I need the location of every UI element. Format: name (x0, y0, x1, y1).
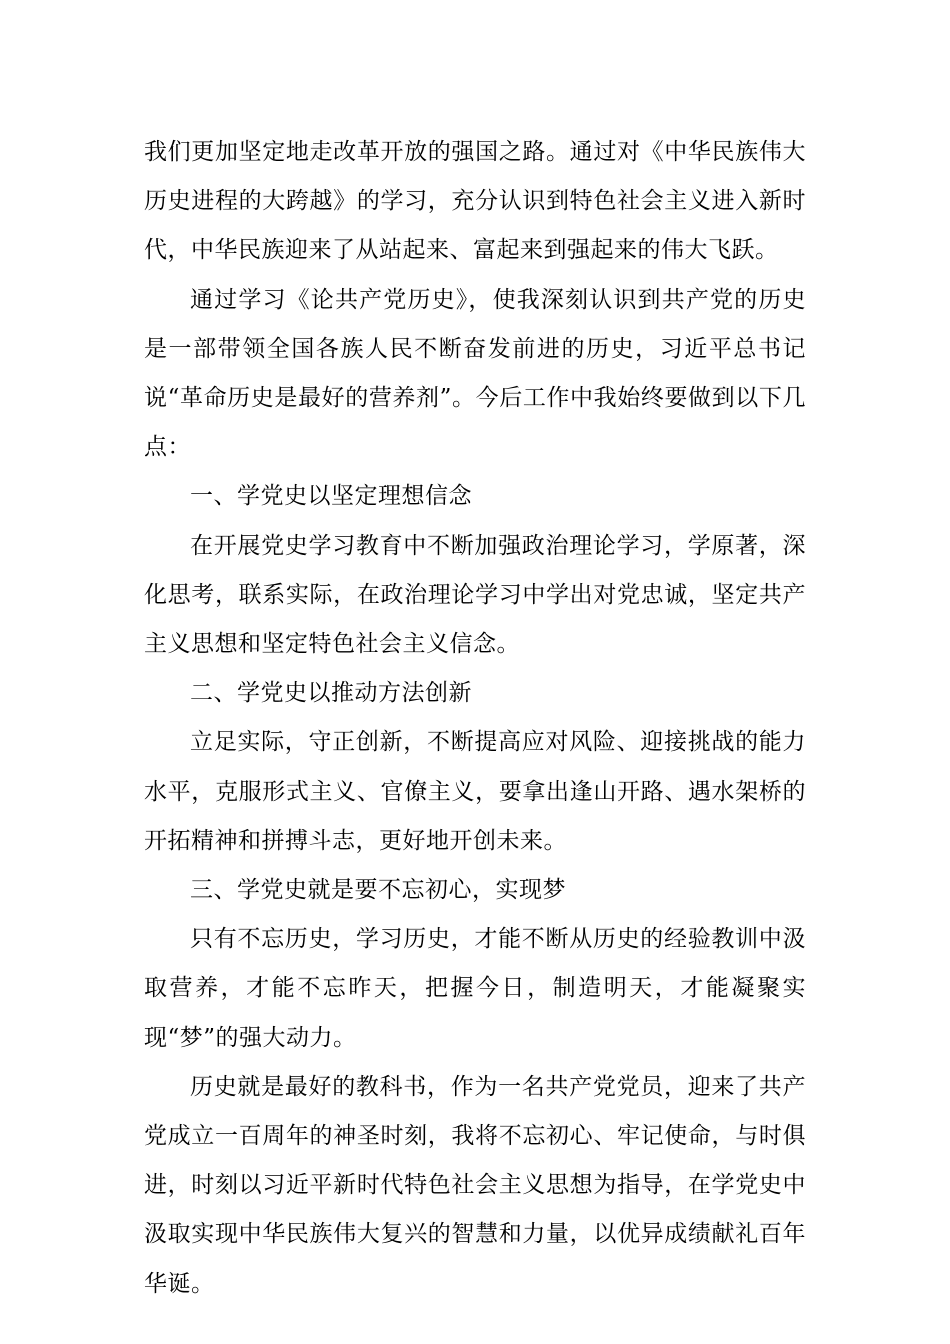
paragraph-5: 只有不忘历史，学习历史，才能不断从历史的经验教训中汲取营养，才能不忘昨天，把握今日，制造明天，才能凝聚实现“梦”的强大动力。 (144, 926, 806, 1051)
paragraph-1: 我们更加坚定地走改革开放的强国之路。通过对《中华民族伟大历史进程的大跨越》的学习，充分认识到特色社会主义进入新时代，中华民族迎来了从站起来、富起来到强起来的伟大飞跃。 (144, 139, 806, 264)
paragraph-3: 在开展党史学习教育中不断加强政治理论学习，学原著，深化思考，联系实际，在政治理论学习中学出对党忠诚，坚定共产主义思想和坚定特色社会主义信念。 (144, 532, 806, 658)
paragraph-4: 立足实际，守正创新，不断提高应对风险、迎接挑战的能力水平，克服形式主义、官僚主义，要拿出逢山开路、遇水架桥的开拓精神和拼搏斗志，更好地开创未来。 (144, 729, 806, 854)
section-heading-1: 一、学党史以坚定理想信念 (190, 483, 472, 510)
section-heading-2: 二、学党史以推动方法创新 (190, 680, 472, 707)
paragraph-2: 通过学习《论共产党历史》，使我深刻认识到共产党的历史是一部带领全国各族人民不断奋发前进的历史，习近平总书记说“革命历史是最好的营养剂”。今后工作中我始终要做到以下几点： (144, 286, 806, 461)
document-body (144, 128, 806, 1309)
section-heading-3: 三、学党史就是要不忘初心，实现梦 (190, 877, 566, 904)
paragraph-6: 历史就是最好的教科书，作为一名共产党党员，迎来了共产党成立一百周年的神圣时刻，我将不忘初心、牢记使命，与时俱进，时刻以习近平新时代特色社会主义思想为指导，在学党史中汲取实现中华民族伟大复兴的智慧和力量，以优异成绩献礼百年华诞。 (144, 1073, 806, 1297)
